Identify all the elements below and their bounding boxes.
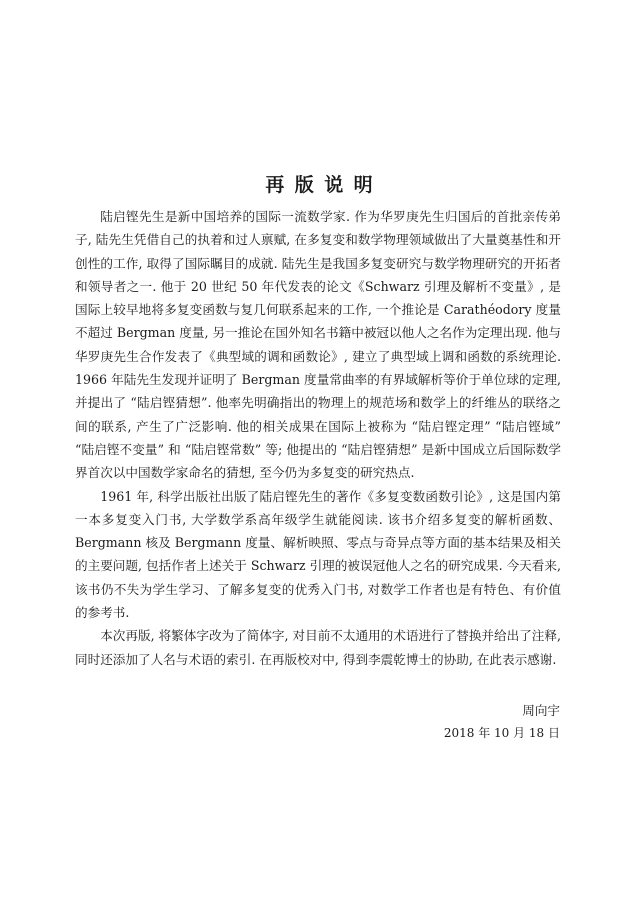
body-text [75,205,561,671]
paragraph: 陆启铿先生是新中国培养的国际一流数学家. 作为华罗庚先生归国后的首批亲传弟子, 陆先生凭借自己的执着和过人禀赋, 在多复变和数学物理领域做出了大量奠基性和开创性的工作, 取得了国际瞩目的成就. 陆先生是我国多复变研究与数学物理研究的开拓者和领导者之一. 他于 20 世纪 50 年代发表的论文《Schwarz 引理及解析不变量》, 是国际上较早地将多复变函数与复几何联系起来的工作, 一个推论是 Carathéodory 度量不超过 Bergman 度量, 另一推论在国外知名书籍中被冠以他人之名作为定理出现. 他与华罗庚先生合作发表了《典型域的调和函数论》, 建立了典型域上调和函数的系统理论. 1966 年陆先生发现并证明了 Bergman 度量常曲率的有界域解析等价于单位球的定理, 并提出了 “陆启铿猜想”. 他率先明确指出的物理上的规范场和数学上的纤维丛的联络之间的联系, 产生了广泛影响. 他的相关成果在国际上被称为 “陆启铿定理” “陆启铿域” “陆启铿不变量” 和 “陆启铿常数” 等; 他提出的 “陆启铿猜想” 是新中国成立后国际数学界首次以中国数学家命名的猜想, 至今仍为多复变的研究热点. [75,209,561,481]
author-signature: 周向宇 [522,703,560,718]
date: 2018 年 10 月 18 日 [443,726,560,740]
paragraph: 1961 年, 科学出版社出版了陆启铿先生的著作《多复变数函数引论》, 这是国内第一本多复变入门书, 大学数学系高年级学生就能阅读. 该书介绍多复变的解析函数、Bergmann 核及 Bergmann 度量、解析映照、零点与奇异点等方面的基本结果及相关的主要问题, 包括作者上述关于 Schwarz 引理的被误冠他人之名的研究成果. 今天看来, 该书仍不失为学生学习、了解多复变的优秀入门书, 对数学工作者也是有特色、有价值的参考书. [75,488,561,621]
paragraph: 本次再版, 将繁体字改为了简体字, 对目前不太通用的术语进行了替换并给出了注释, 同时还添加了人名与术语的索引. 在再版校对中, 得到李震乾博士的协助, 在此表示感谢. [75,628,561,667]
page-title: 再版说明 [265,174,384,196]
